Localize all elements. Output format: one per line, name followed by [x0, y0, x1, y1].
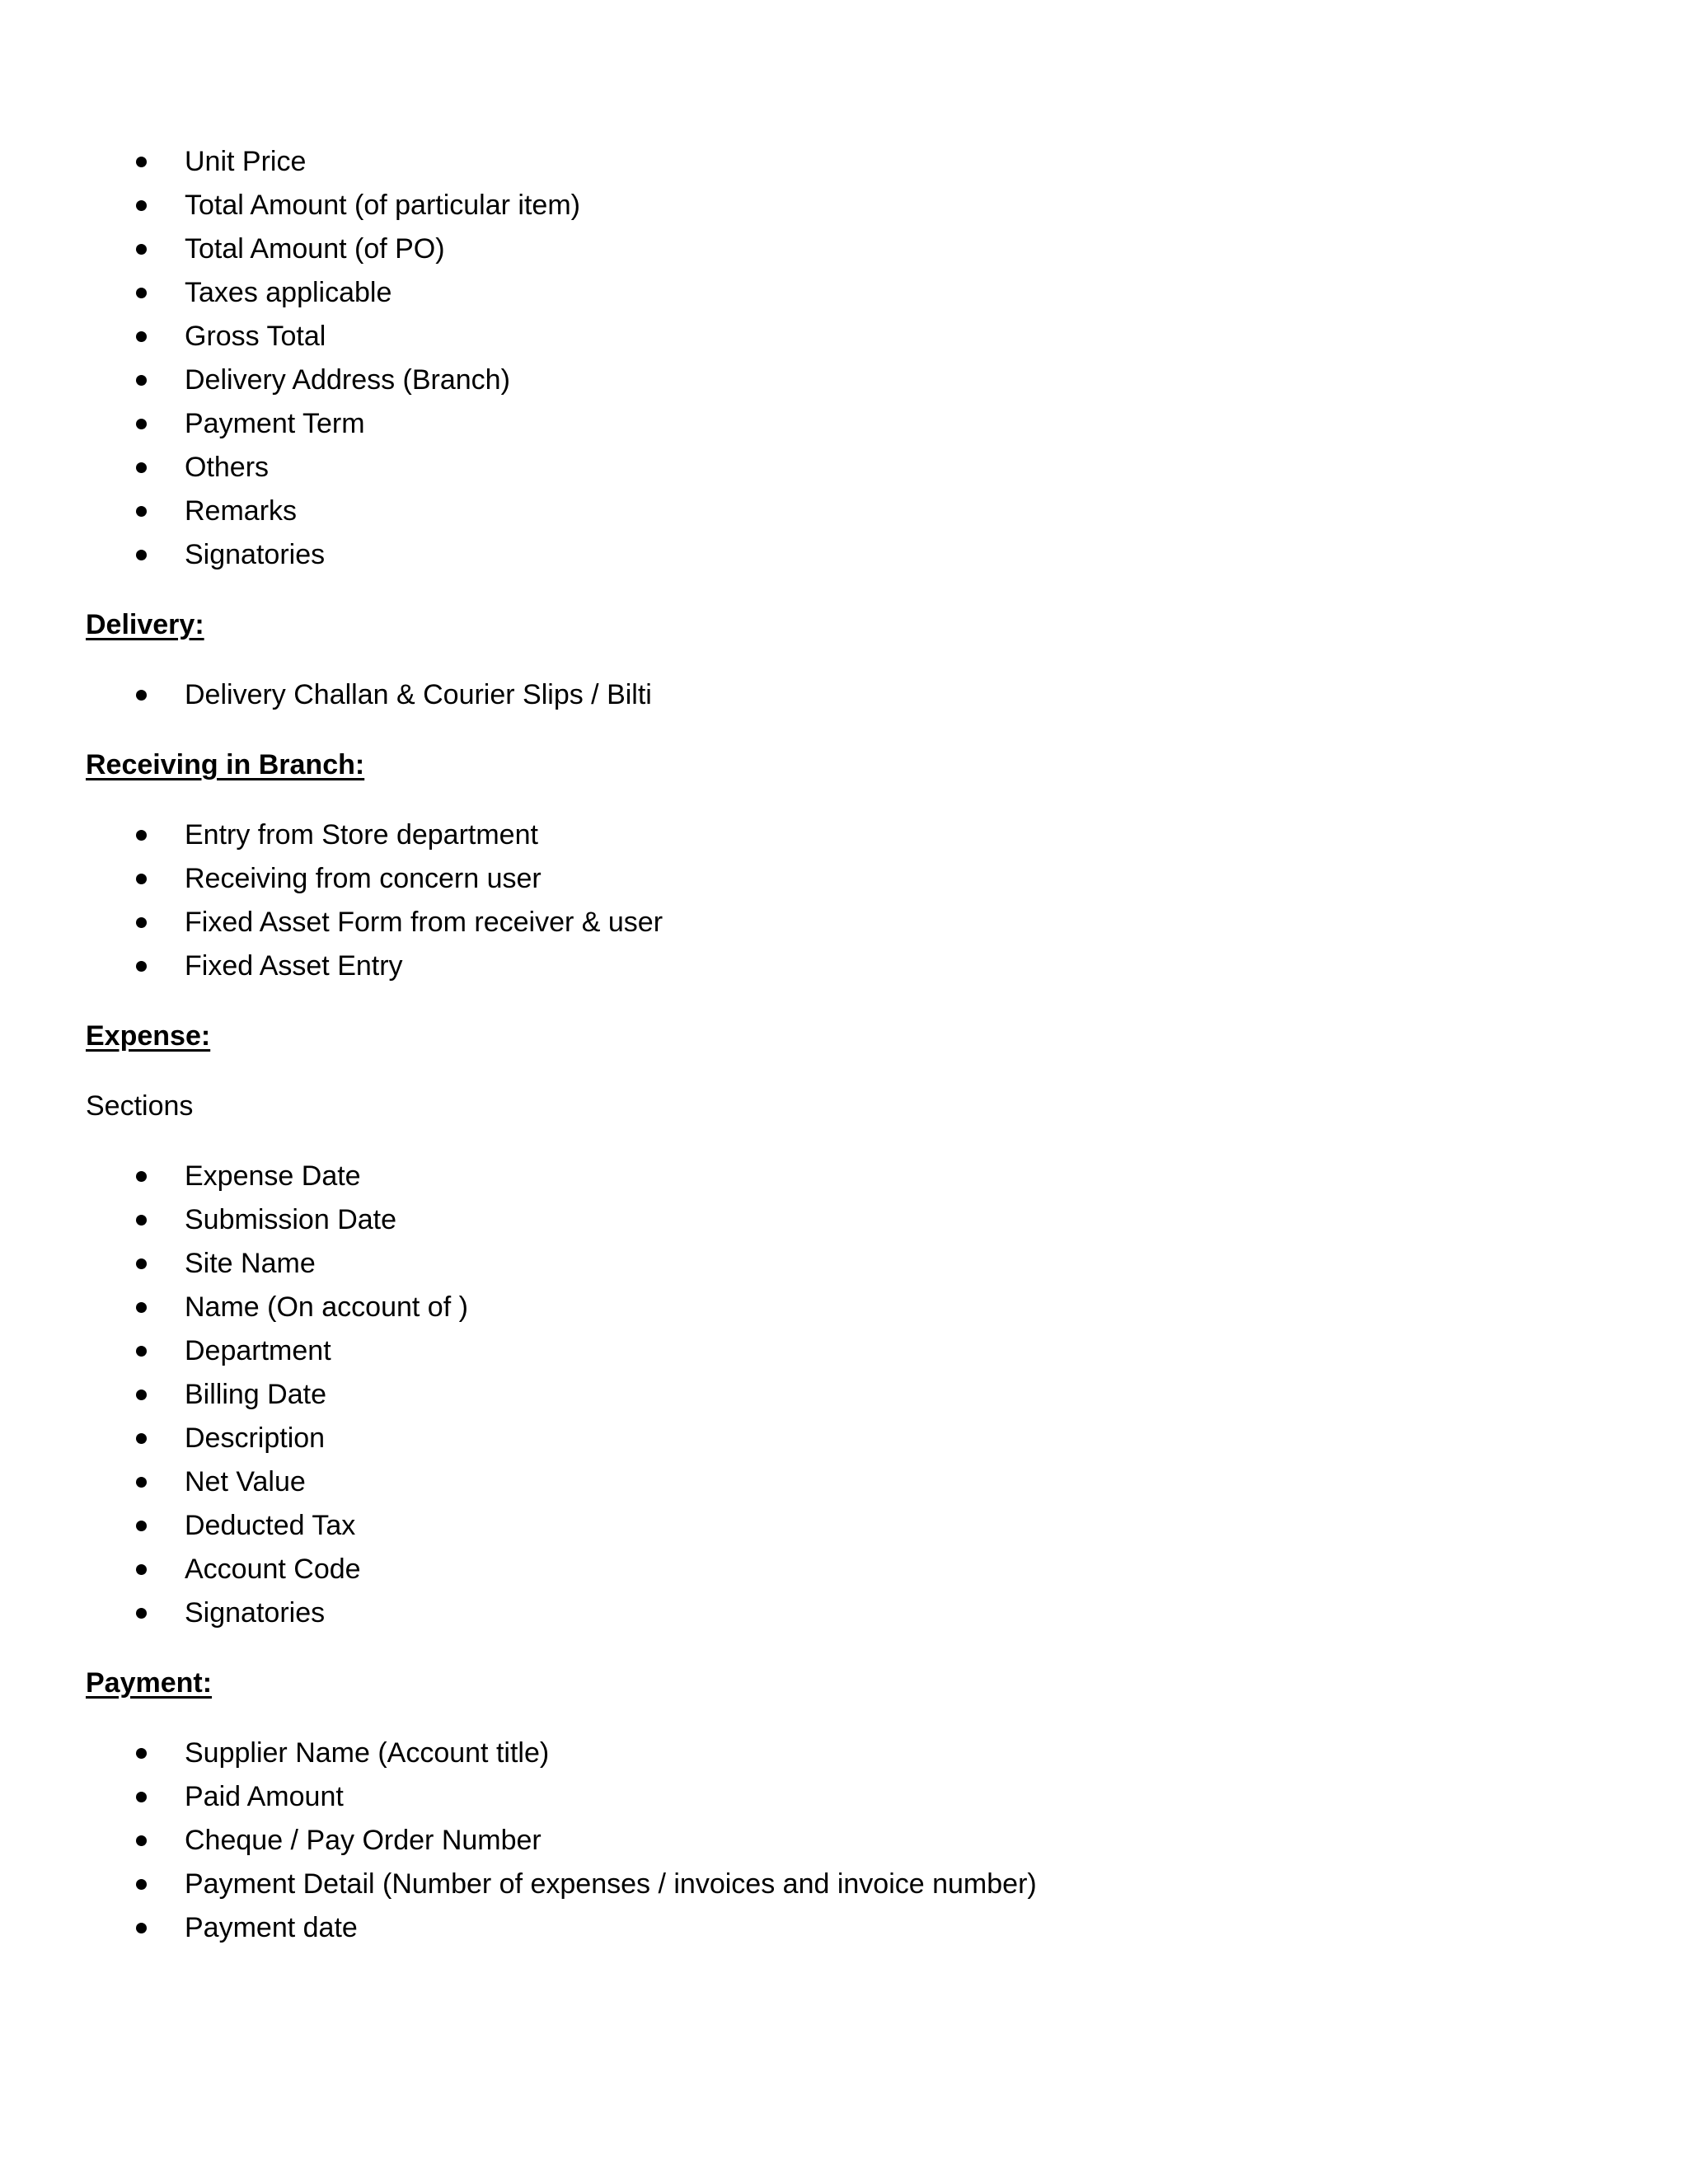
- expense-list: [86, 1155, 1688, 1635]
- bullet-icon: [136, 462, 147, 473]
- list-item: Payment date: [86, 1906, 1688, 1950]
- list-item: Name (On account of ): [86, 1286, 1688, 1329]
- list-item: Department: [86, 1329, 1688, 1373]
- list-item: Others: [86, 446, 1688, 490]
- bullet-icon: [136, 1564, 147, 1575]
- bullet-icon: [136, 1390, 147, 1400]
- list-item: Entry from Store department: [86, 813, 1688, 857]
- bullet-icon: [136, 1258, 147, 1269]
- bullet-icon: [136, 331, 147, 342]
- list-item: Paid Amount: [86, 1775, 1688, 1819]
- list-item: Signatories: [86, 1591, 1688, 1635]
- bullet-icon: [136, 1477, 147, 1488]
- list-item: Net Value: [86, 1460, 1688, 1504]
- bullet-icon: [136, 1748, 147, 1759]
- list-item: Cheque / Pay Order Number: [86, 1819, 1688, 1863]
- bullet-icon: [136, 1215, 147, 1226]
- bullet-icon: [136, 1608, 147, 1619]
- bullet-icon: [136, 1923, 147, 1933]
- list-item: Deducted Tax: [86, 1504, 1688, 1548]
- list-item: Delivery Challan & Courier Slips / Bilti: [86, 673, 1688, 717]
- bullet-icon: [136, 506, 147, 517]
- list-item: Total Amount (of PO): [86, 227, 1688, 271]
- receiving-heading: Receiving in Branch:: [86, 749, 365, 780]
- bullet-icon: [136, 1433, 147, 1444]
- intro-list: [86, 140, 1688, 577]
- bullet-icon: [136, 157, 147, 167]
- bullet-icon: [136, 288, 147, 298]
- bullet-icon: [136, 1835, 147, 1846]
- list-item: Description: [86, 1417, 1688, 1460]
- expense-heading: Expense:: [86, 1020, 211, 1052]
- bullet-icon: [136, 690, 147, 701]
- list-item: Signatories: [86, 533, 1688, 577]
- bullet-icon: [136, 1302, 147, 1313]
- list-item: Unit Price: [86, 140, 1688, 184]
- expense-subheading: Sections: [86, 1090, 194, 1122]
- list-item: Total Amount (of particular item): [86, 184, 1688, 227]
- list-item: Remarks: [86, 490, 1688, 533]
- list-item: Expense Date: [86, 1155, 1688, 1198]
- bullet-icon: [136, 1879, 147, 1890]
- bullet-icon: [136, 874, 147, 884]
- bullet-icon: [136, 550, 147, 560]
- delivery-heading: Delivery:: [86, 609, 204, 640]
- list-item: Payment Term: [86, 402, 1688, 446]
- delivery-list: [86, 673, 1688, 717]
- bullet-icon: [136, 375, 147, 386]
- bullet-icon: [136, 1521, 147, 1531]
- bullet-icon: [136, 244, 147, 255]
- bullet-icon: [136, 1346, 147, 1357]
- list-item: Gross Total: [86, 315, 1688, 359]
- bullet-icon: [136, 830, 147, 841]
- list-item: Fixed Asset Entry: [86, 944, 1688, 988]
- list-item: Billing Date: [86, 1373, 1688, 1417]
- list-item: Fixed Asset Form from receiver & user: [86, 901, 1688, 944]
- bullet-icon: [136, 419, 147, 429]
- bullet-icon: [136, 917, 147, 928]
- list-item: Taxes applicable: [86, 271, 1688, 315]
- payment-heading: Payment:: [86, 1667, 213, 1699]
- list-item: Supplier Name (Account title): [86, 1732, 1688, 1775]
- receiving-list: [86, 813, 1688, 988]
- list-item: Account Code: [86, 1548, 1688, 1591]
- list-item: Delivery Address (Branch): [86, 359, 1688, 402]
- payment-list: [86, 1732, 1688, 1950]
- bullet-icon: [136, 1792, 147, 1802]
- list-item: Submission Date: [86, 1198, 1688, 1242]
- list-item: Site Name: [86, 1242, 1688, 1286]
- list-item: Receiving from concern user: [86, 857, 1688, 901]
- bullet-icon: [136, 961, 147, 972]
- bullet-icon: [136, 1171, 147, 1182]
- list-item: Payment Detail (Number of expenses / invoices and invoice number): [86, 1863, 1688, 1906]
- bullet-icon: [136, 200, 147, 211]
